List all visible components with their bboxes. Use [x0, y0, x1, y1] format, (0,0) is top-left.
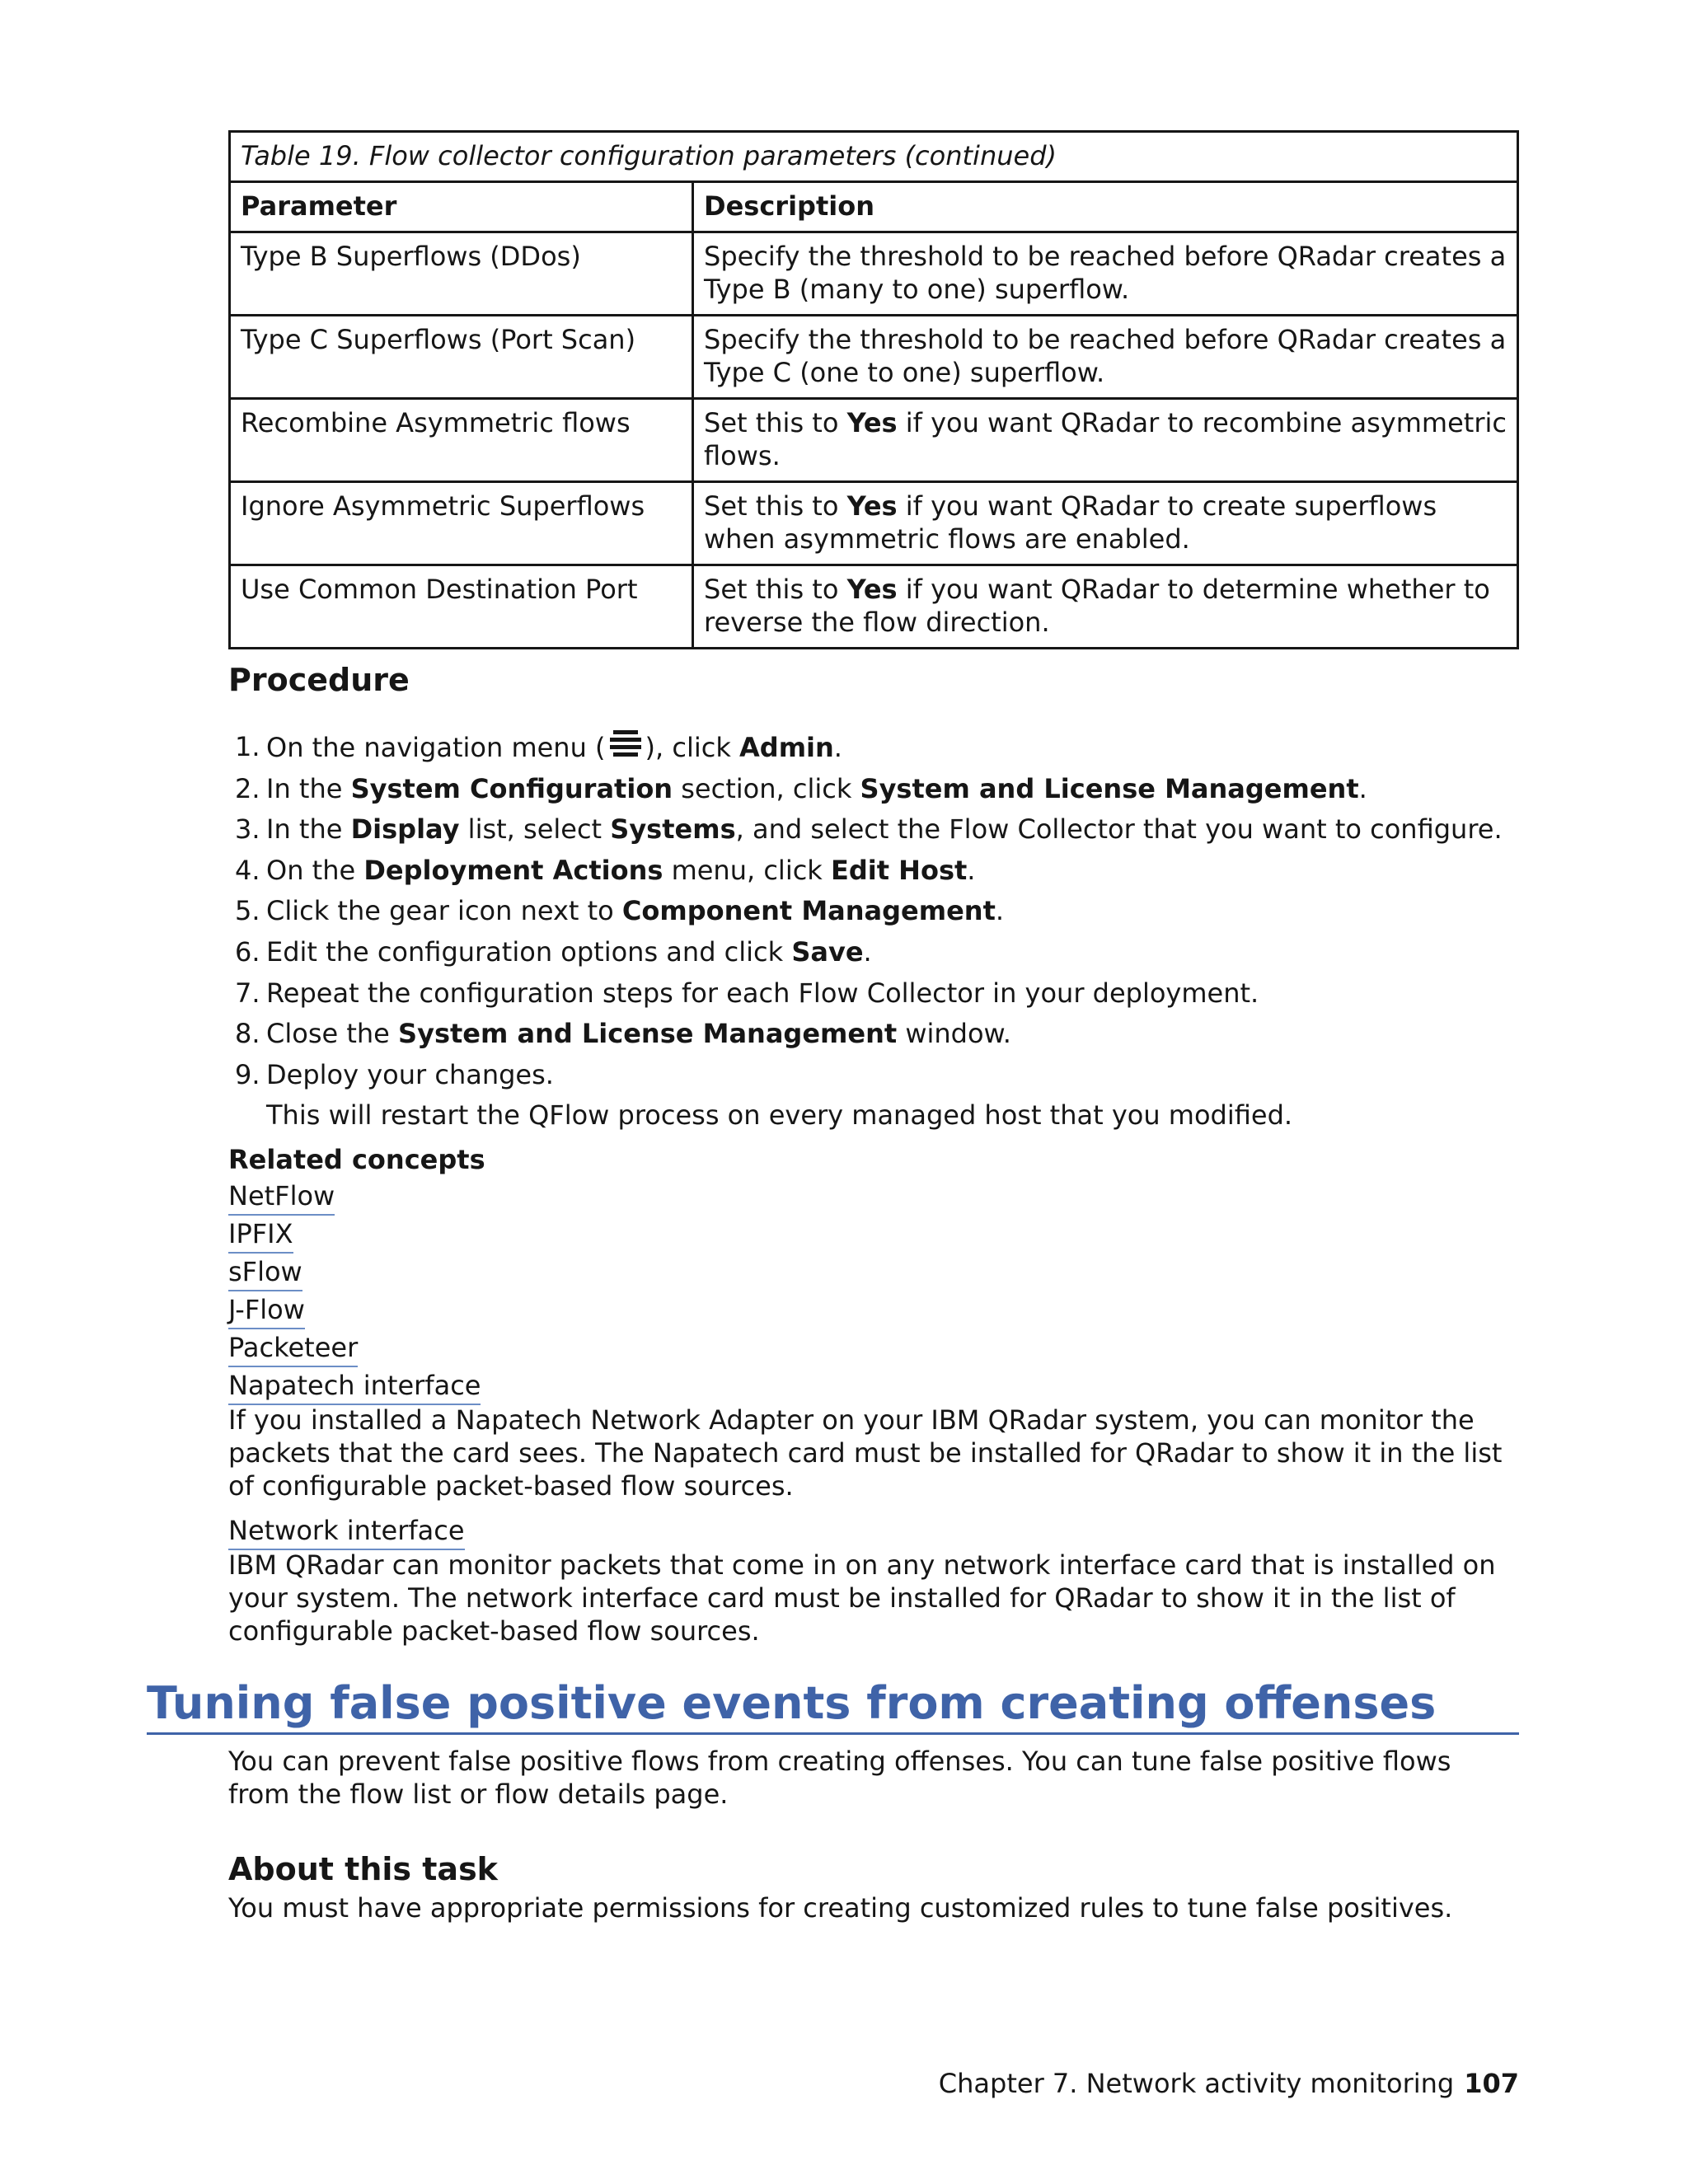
table-row: [230, 565, 1518, 649]
link-napatech-interface[interactable]: Napatech interface: [228, 1369, 481, 1405]
parameter-cell: Type B Superflows (DDos): [230, 232, 693, 316]
list-item: 4. On the Deployment Actions menu, click Edit Host.: [235, 854, 976, 886]
column-header-description: Description: [693, 182, 1518, 232]
table-row: [230, 232, 1518, 316]
table-caption: Table 19. Flow collector configuration parameters (continued): [230, 132, 1518, 182]
list-item: 8. Close the System and License Management window.: [235, 1018, 1011, 1050]
link-jflow[interactable]: J-Flow: [228, 1293, 305, 1329]
hamburger-menu-icon: [609, 727, 642, 760]
footer-chapter: Chapter 7. Network activity monitoring: [938, 2068, 1455, 2099]
link-network-interface[interactable]: Network interface: [228, 1514, 465, 1550]
column-header-parameter: Parameter: [230, 182, 693, 232]
related-concepts-heading: Related concepts: [228, 1144, 485, 1175]
link-ipfix[interactable]: IPFIX: [228, 1217, 293, 1254]
about-task-heading: About this task: [228, 1851, 498, 1887]
link-packeteer[interactable]: Packeteer: [228, 1331, 358, 1367]
related-concepts-links: [228, 1179, 1519, 1659]
flow-collector-parameters-table: [228, 130, 1519, 649]
description-cell: Set this to Yes if you want QRadar to recombine asymmetric flows.: [693, 399, 1518, 482]
page-number: 107: [1464, 2068, 1519, 2099]
table-row: [230, 316, 1518, 399]
list-item: 5. Click the gear icon next to Component Management.: [235, 895, 1005, 927]
page-footer: [939, 2067, 1519, 2100]
description-cell: Specify the threshold to be reached before QRadar creates a Type B (many to one) superflow.: [693, 232, 1518, 316]
step-note: This will restart the QFlow process on every managed host that you modified.: [266, 1099, 1293, 1132]
procedure-heading: Procedure: [228, 662, 410, 698]
section-title: Tuning false positive events from creating offenses: [147, 1676, 1519, 1735]
parameter-cell: Use Common Destination Port: [230, 565, 693, 649]
list-item: 7. Repeat the configuration steps for each Flow Collector in your deployment.: [235, 977, 1259, 1009]
table-row: [230, 482, 1518, 565]
list-item: 2. In the System Configuration section, click System and License Management.: [235, 772, 1367, 804]
procedure-steps: [228, 727, 1514, 1137]
description-cell: Set this to Yes if you want QRadar to create superflows when asymmetric flows are enabled.: [693, 482, 1518, 565]
network-interface-description: IBM QRadar can monitor packets that come in on any network interface card that is installed on your system. The network interface card must be installed for QRadar to show it in the list of configurable packet-based flow sources.: [228, 1549, 1496, 1647]
section-intro: You can prevent false positive flows from creating offenses. You can tune false positive flows from the flow list or flow details page.: [228, 1746, 1451, 1810]
list-item: 1. On the navigation menu ( ), click Admin.: [228, 727, 1514, 769]
parameter-cell: Ignore Asymmetric Superflows: [230, 482, 693, 565]
about-task-text: You must have appropriate permissions for creating customized rules to tune false positives.: [228, 1892, 1453, 1924]
parameter-cell: Recombine Asymmetric flows: [230, 399, 693, 482]
table-header-row: [230, 182, 1518, 232]
list-item: 3. In the Display list, select Systems, and select the Flow Collector that you want to configure.: [235, 813, 1503, 846]
description-cell: Specify the threshold to be reached before QRadar creates a Type C (one to one) superflow.: [693, 316, 1518, 399]
parameter-cell: Type C Superflows (Port Scan): [230, 316, 693, 399]
napatech-description: If you installed a Napatech Network Adapter on your IBM QRadar system, you can monitor the packets that the card sees. The Napatech card must be installed for QRadar to show it in the list of configurable packet-based flow sources.: [228, 1404, 1503, 1502]
link-netflow[interactable]: NetFlow: [228, 1179, 335, 1216]
link-sflow[interactable]: sFlow: [228, 1255, 302, 1291]
table-row: [230, 399, 1518, 482]
list-item: 9. Deploy your changes. This will restart the QFlow process on every managed host that you modified.: [228, 1055, 1514, 1137]
list-item: 6. Edit the configuration options and click Save.: [235, 935, 872, 968]
description-cell: Set this to Yes if you want QRadar to determine whether to reverse the flow direction.: [693, 565, 1518, 649]
